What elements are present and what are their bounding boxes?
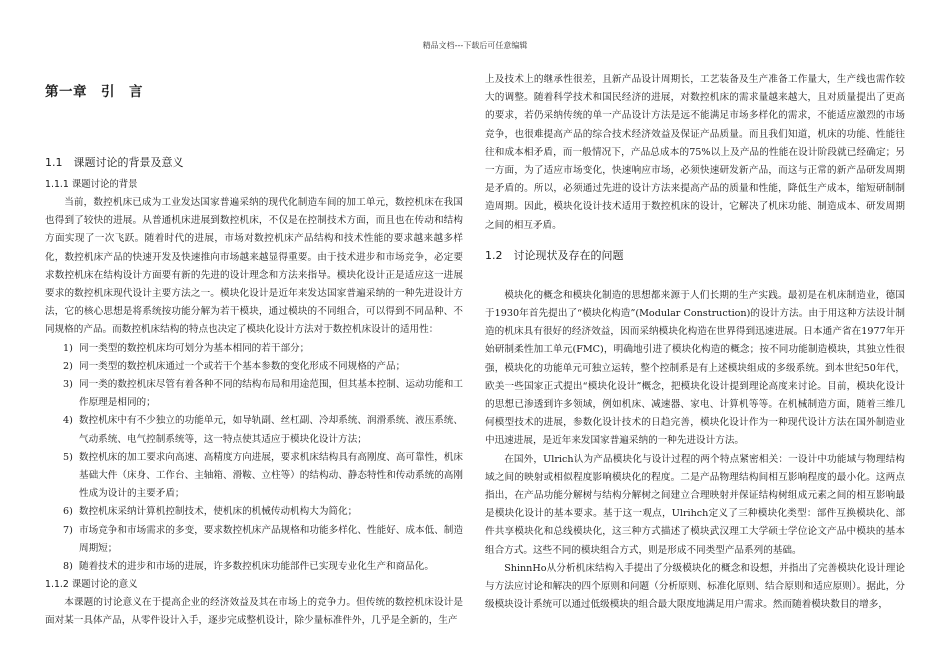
left-column	[45, 74, 463, 631]
list-item-number: 3)	[63, 379, 73, 391]
section-heading-1-1-2: 1.1.2 课题讨论的意义	[45, 579, 138, 591]
list-item-number: 2)	[63, 360, 73, 372]
list-item-text: 同一类型的数控机床均可划分为基本相同的若干部分；	[79, 342, 310, 354]
list-item-text: 同一类的数控机床尽管有着各种不同的结构布局和用途范围，但其基本控制、运动功能和工作原理是相同的；	[79, 379, 463, 409]
list-item	[45, 412, 463, 448]
list-item	[45, 503, 463, 521]
section-heading-1-1-1: 1.1.1 课题讨论的背景	[45, 179, 138, 190]
list-item-text: 数控机床采纳计算机控制技术，使机床的机械传动机构大为简化；	[79, 506, 358, 518]
list-item-number: 5)	[63, 451, 73, 463]
section-heading-1-2: 1.2 讨论现状及存在的问题	[485, 248, 624, 262]
right-column	[485, 71, 905, 614]
paragraph-background: 当前，数控机床已成为工业发达国家普遍采纳的现代化制造车间的加工单元，数控机床在我国也得到了较快的进展。从普通机床进展到数控机床，不仅是在控制技术方面，而且也在传动和结构方面实现了一次飞跃。随着时代的进展，市场对数控机床产品结构和技术性能的要求越来越多样化，数控机床产品的快速开发及快速推向市场越来越显得重要。由于技术进步和市场竞争，必定要求数控机床在结构设计方面要有新的先进的设计理念和方法来指导。模块化设计正是适应这一进展要求的数控机床现代设计主要方法之一。模块化设计是近年来发达国家普遍采纳的一种先进设计方法，它的核心思想是将系统按功能分解为若干模块，通过模块的不同组合，可以得到不同品种、不同规格的产品。而数控机床结构的特点也决定了模块化设计方法对于数控机床设计的适用性：	[45, 197, 463, 336]
list-item	[45, 558, 463, 576]
paragraph-ulrich: 在国外，Ulrich认为产品模块化与设计过程的两个特点紧密相关：一设计中功能域与物理结构域之间的映射或相似程度影响模块化的程度。二是产品物理结构间相互影响程度的最小化。这两点指出，在产品功能分解树与结构分解树之间建立合理映射并保证结构树组成元素之间的相互影响最是模块化设计的基本要求。基于这一观点，Ulrihch定义了三种模块化类型：部件互换模块化、部件共享模块化和总线模块化，这三种方式描述了模块武汉理工大学硕士学位论文产品中模块的基本组合方式。这些不同的模块组合方式，则是形成不同类型产品系列的基础。	[485, 453, 905, 556]
list-item-text: 同一类型的数控机床通过一个或若干个基本参数的变化形成不同规格的产品；	[79, 360, 406, 372]
list-item-number: 1)	[63, 342, 73, 354]
list-item	[45, 449, 463, 504]
paragraph-continuation: 上及技术上的继承性很差，且新产品设计周期长，工艺装备及生产准备工作量大，生产线也需作较大的调整。随着科学技术和国民经济的进展，对数控机床的需求量越来越大，且对质量提出了更高的要求，若仍采纳传统的单一产品设计方法是远不能满足市场多样化的需求，不能适应激烈的市场竞争，也很难提高产品的综合技术经济效益及保证产品质量。而且我们知道，机床的功能、性能往往和成本相矛盾，而一般情况下，产品总成本的75%以上及产品的性能在设计阶段就已经确定；另一方面，为了适应市场变化，快速响应市场，必须快速研发新产品，而这与正常的新产品研发周期是矛盾的。所以，必须通过先进的设计方法来提高产品的质量和性能，降低生产成本，缩短研制制造周期。因此，模块化设计技术适用于数控机床的设计，它解决了机床功能、制造成本、研发周期之间的相互矛盾。	[485, 74, 905, 231]
list-item-number: 6)	[63, 506, 73, 518]
paragraph-shinnho: ShinnHo从分析机床结构入手提出了分级模块化的概念和设想，并指出了完善模块化设计理论与方法应讨论和解决的四个原则和问题（分析原则、标准化原则、结合原则和适应原则）。据此，分级模块设计系统可以通过低级模块的组合最大限度地满足用户需求。然而随着模块数目的增多，	[485, 562, 905, 611]
list-item-text: 数控机床的加工要求向高速、高精度方向进展，要求机床结构具有高刚度、高可靠性，机床基础大件（床身、工作台、主轴箱、滑鞍、立柱等）的结构动、静态特性和传动系统的高刚性成为设计的主要矛盾；	[79, 451, 463, 500]
list-item-text: 随着技术的进步和市场的进展，许多数控机床功能部件已实现专业化生产和商品化。	[79, 561, 434, 573]
list-item-text: 市场竞争和市场需求的多变，要求数控机床产品规格和功能多样化、性能好、成本低、制造周期短；	[79, 524, 463, 554]
list-item-number: 4)	[63, 415, 73, 427]
list-item-number: 8)	[63, 561, 73, 573]
section-heading-1-1: 1.1 课题讨论的背景及意义	[45, 156, 184, 169]
chapter-title: 第一章 引 言	[45, 84, 143, 100]
list-item	[45, 522, 463, 558]
list-item	[45, 376, 463, 412]
list-item-number: 7)	[63, 524, 73, 536]
list-item	[45, 358, 463, 376]
paragraph-significance: 本课题的讨论意义在于提高企业的经济效益及其在市场上的竞争力。但传统的数控机床设计是面对某一具体产品，从零件设计入手，逐步完成整机设计，除少量标准件外，几乎是全新的，生产	[45, 597, 463, 627]
list-item-text: 数控机床中有不少独立的功能单元，如导轨副、丝杠副、冷却系统、润滑系统、液压系统、气动系统、电气控制系统等，这一特点使其适应于模块化设计方法；	[79, 415, 463, 445]
paragraph-modular-history: 模块化的概念和模块化制造的思想都来源于人们长期的生产实践。最初是在机床制造业，德国于1930年首先提出了“模块化构造”(Modular Construction)的设计方法。由于用这种方法设计制造的机床具有很好的经济效益，因而采纳模块化构造在世界得到迅速进展。日本通产省在1977年开始研制柔性加工单元(FMC)，明确地引进了模块化构造的概念；按不同功能制造模块，其独立性很强，模块化的功能单元可独立运转，整个控制系是有上述模块组成的多级系统。到本世纪50年代，欧美一些国家正式提出“模块化设计”概念，把模块化设计提到理论高度来讨论。目前，模块化设计的思想已渗透到许多领域，例如机床、减速器、家电、计算机等等。在机械制造方面，随着三维几何模型技术的进展，参数化设计技术的日趋完善，模块化设计作为一种现代设计方法在国外制造业中迅速进展，是近年来发国家普遍采纳的一种先进设计方法。	[485, 289, 905, 447]
feature-list	[45, 340, 463, 577]
list-item	[45, 340, 463, 358]
page-header: 精品文档---下载后可任意编辑	[422, 41, 528, 50]
